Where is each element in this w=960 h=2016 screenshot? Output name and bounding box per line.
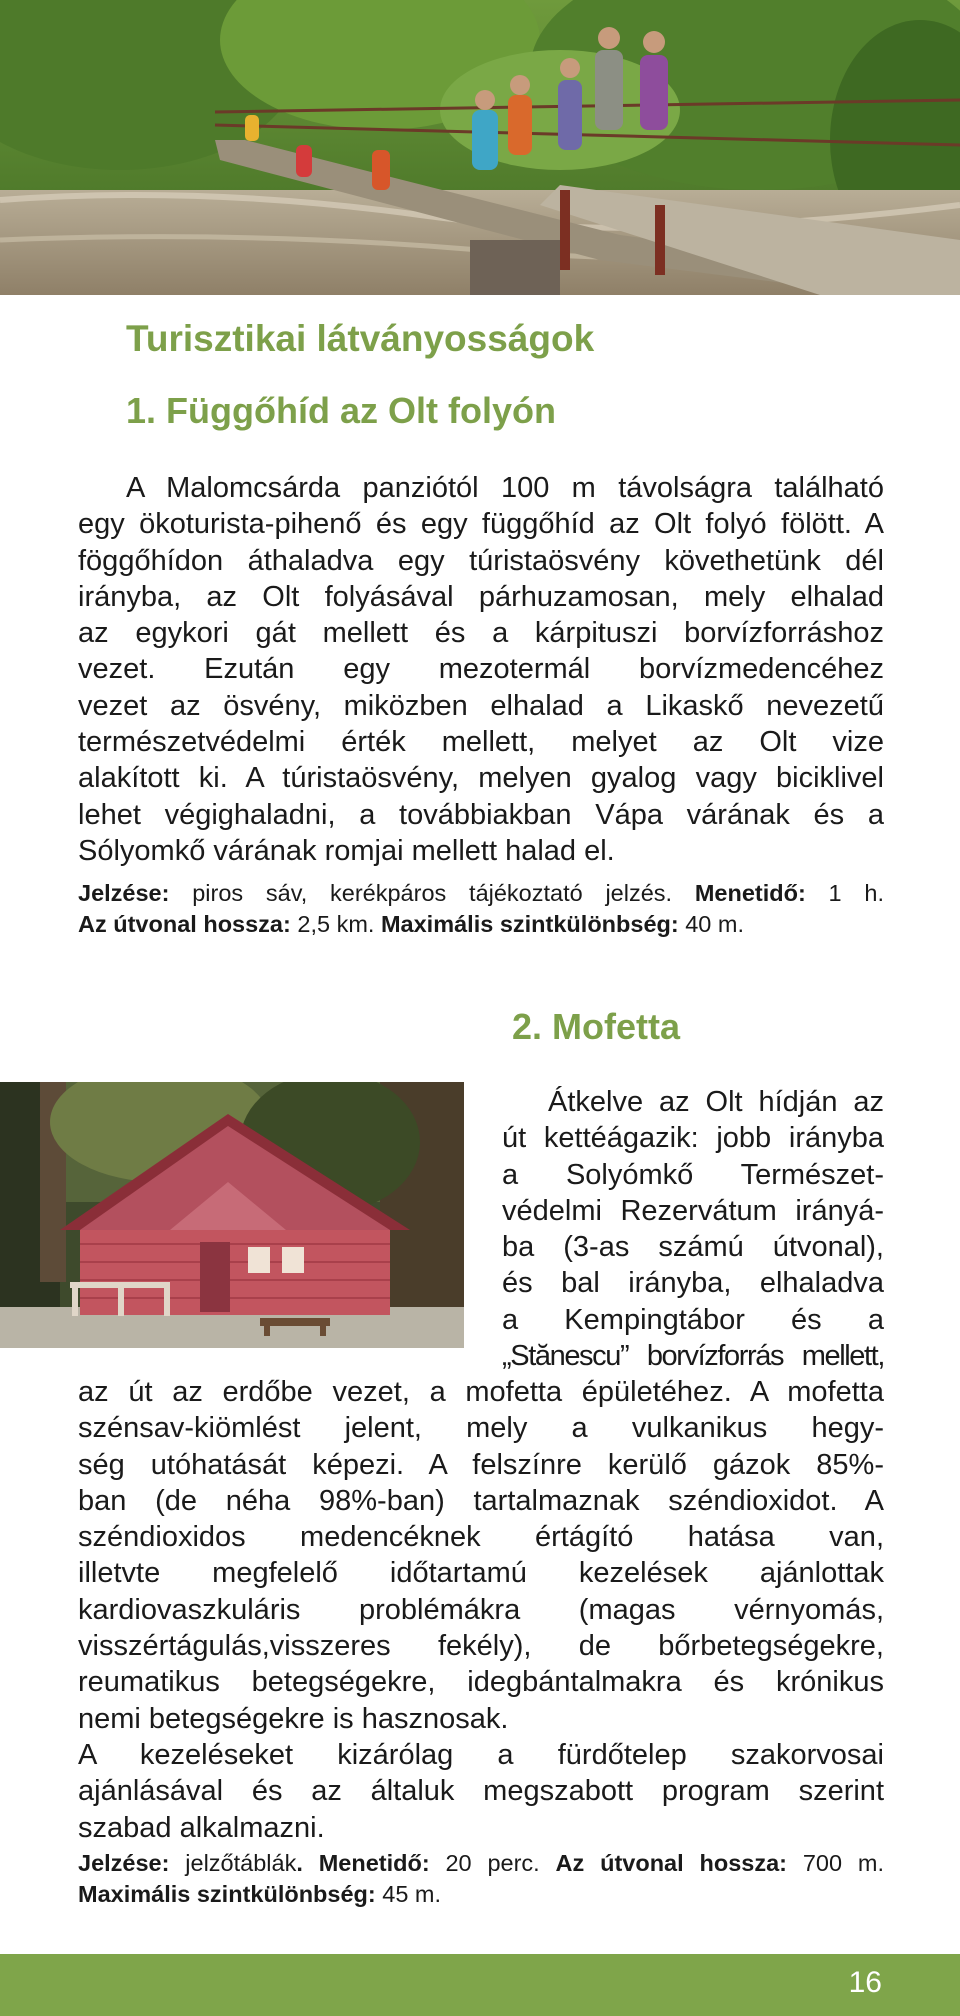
text-line: „Stănescu” borvízforrás mellett, xyxy=(502,1340,884,1373)
text-line: Sólyomkő várának romjai mellett halad el. xyxy=(78,834,615,867)
text-line: A kezeléseket kizárólag a fürdőtelep szakorvosai xyxy=(78,1738,884,1771)
text-line: reumatikus betegségekre, idegbántalmakra és krónikus xyxy=(78,1666,884,1699)
text-line: szénsav-kiömlést jelent, mely a vulkanikus hegy- xyxy=(78,1412,884,1445)
text-line: föggőhídon áthaladva egy túristaösvény követhetünk dél xyxy=(78,544,884,577)
text-line: vezet az ösvény, miközben elhalad a Likaskő nevezetű xyxy=(78,689,884,722)
section-1-title: 1. Függőhíd az Olt folyón xyxy=(126,390,556,431)
text-line: irányba, az Olt folyásával párhuzamosan, mely elhalad xyxy=(78,580,884,613)
text-line: visszértágulás,visszeres fekély), de bőrbetegségekre, xyxy=(78,1630,884,1663)
info-label: Az útvonal hossza: xyxy=(555,1850,787,1876)
text-line: az egykori gát mellett és a kárpituszi borvízforráshoz xyxy=(78,617,884,650)
mofetta-building-photo xyxy=(0,1082,464,1348)
section-2-paragraph xyxy=(78,1374,884,1846)
text-line: szabad alkalmazni. xyxy=(78,1811,325,1844)
info-value: piros sáv, kerékpáros tájékoztató jelzés. xyxy=(169,880,695,906)
page-number: 16 xyxy=(848,1966,882,1999)
text-line: út kettéágazik: jobb irányba xyxy=(502,1122,884,1155)
info-value: 45 m. xyxy=(375,1881,442,1907)
suspension-bridge-photo xyxy=(0,0,960,295)
section-2-route-info xyxy=(78,1848,884,1910)
text-line: természetvédelmi érték mellett, melyet az Olt vize xyxy=(78,726,884,759)
info-value: 700 m. xyxy=(787,1850,884,1876)
info-value: jelzőtáblák xyxy=(169,1850,297,1876)
text-line: vezet. Ezután egy mezotermál borvízmedencéhez xyxy=(78,653,884,686)
route-info-line xyxy=(78,909,884,940)
info-label: Menetidő: xyxy=(694,880,806,906)
section-1-paragraph xyxy=(78,470,884,869)
text-line: kardiovaszkuláris problémákra (magas vérnyomás, xyxy=(78,1593,884,1626)
page-title: Turisztikai látványosságok xyxy=(126,318,595,359)
text-line: ajánlásával és az általuk megszabott program szerint xyxy=(78,1775,884,1808)
route-info-line xyxy=(78,1848,884,1879)
text-line: A Malomcsárda panziótól 100 m távolságra található xyxy=(126,472,884,504)
info-value: 2,5 km. xyxy=(290,911,381,937)
info-label: Maximális szintkülönbség: xyxy=(78,1881,376,1907)
page-footer xyxy=(0,1954,960,2016)
info-label: Jelzése: xyxy=(78,1850,170,1876)
text-line: ban (de néha 98%-ban) tartalmaznak széndioxidot. A xyxy=(78,1484,884,1517)
route-info-line xyxy=(78,1879,884,1910)
text-line: nemi betegségekre is hasznosak. xyxy=(78,1702,509,1735)
info-value: 1 h. xyxy=(805,880,884,906)
text-line: a Kempingtábor és a xyxy=(502,1303,884,1336)
text-line: alakított ki. A túristaösvény, melyen gyalog vagy biciklivel xyxy=(78,762,884,795)
text-line: lehet végighaladni, a továbbiakban Vápa várának és a xyxy=(78,798,884,831)
info-value: 20 perc. xyxy=(429,1850,556,1876)
section-2-title: 2. Mofetta xyxy=(512,1006,681,1047)
section-2-side-paragraph xyxy=(502,1084,884,1374)
route-info-line xyxy=(78,878,884,909)
text-line: egy ökoturista-pihenő és egy függőhíd az Olt folyó fölött. A xyxy=(78,508,884,541)
text-line: védelmi Rezervátum irányá- xyxy=(502,1194,884,1227)
text-line: az út az erdőbe vezet, a mofetta épületéhez. A mofetta xyxy=(78,1376,884,1408)
text-line: ba (3-as számú útvonal), xyxy=(502,1231,884,1264)
text-line: és bal irányba, elhaladva xyxy=(502,1267,884,1300)
text-line: Átkelve az Olt hídján az xyxy=(548,1086,884,1118)
section-1-route-info xyxy=(78,878,884,940)
info-value: 40 m. xyxy=(678,911,745,937)
text-line: a Solyómkő Természet- xyxy=(502,1158,884,1191)
text-line: illetvte megfelelő időtartamú kezelések ajánlottak xyxy=(78,1557,884,1590)
text-line: széndioxidos medencéknek értágító hatása van, xyxy=(78,1521,884,1554)
info-label: Az útvonal hossza: xyxy=(78,911,291,937)
text-line: ség utóhatását képezi. A felszínre kerülő gázok 85%- xyxy=(78,1448,884,1481)
info-label: Maximális szintkülönbség: xyxy=(380,911,679,937)
info-label: . Menetidő: xyxy=(296,1850,430,1876)
info-label: Jelzése: xyxy=(78,880,170,906)
